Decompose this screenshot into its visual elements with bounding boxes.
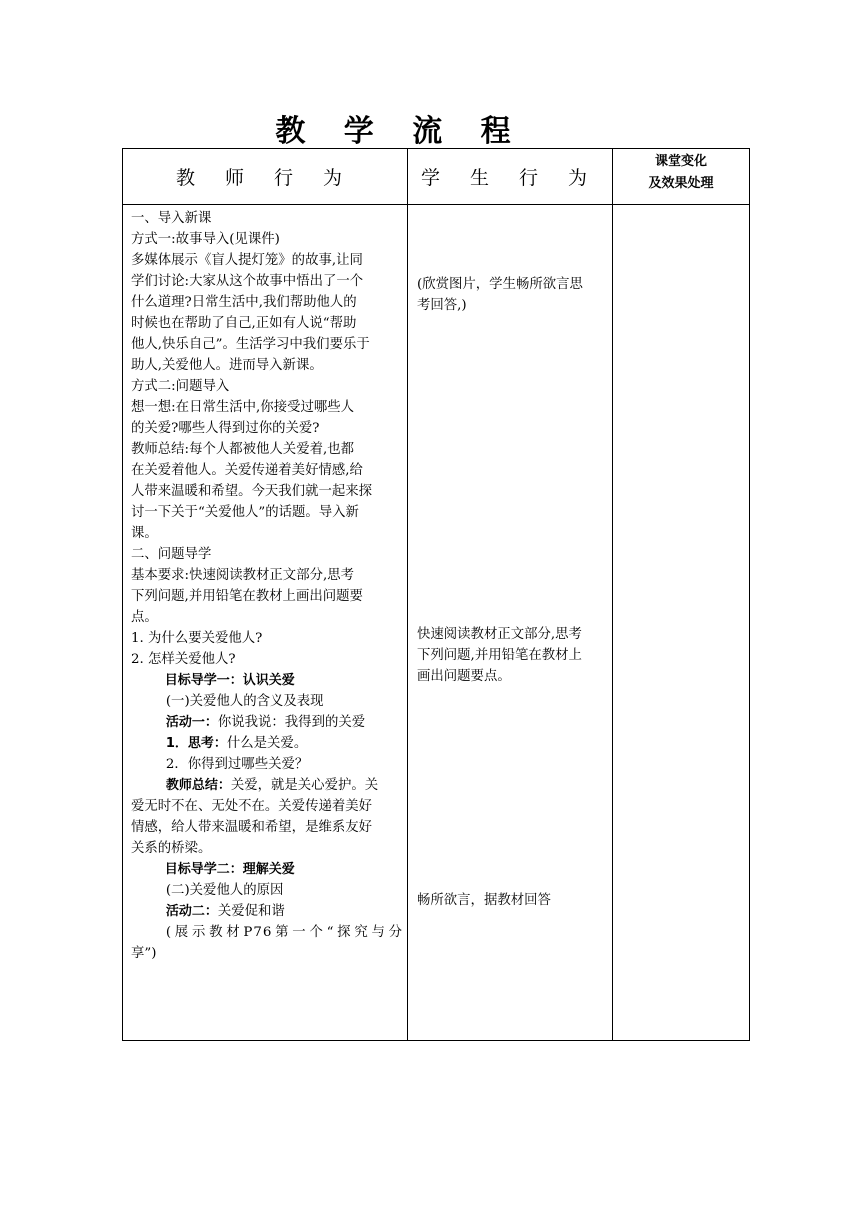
goal-heading: 目标导学二：理解关爱: [164, 862, 295, 877]
question-label: 1．思考：: [165, 736, 227, 751]
activity-text: 关爱促和谐: [217, 904, 285, 919]
teacher-line: 2. 怎样关爱他人?: [131, 652, 236, 667]
header-effect-line2: 及效果处理: [648, 175, 714, 191]
activity-line: [131, 712, 403, 733]
teacher-line: 1. 为什么要关爱他人?: [131, 631, 263, 646]
question-line: [131, 733, 403, 754]
column-divider: [612, 149, 613, 1040]
summary-line: 关系的桥梁。: [131, 841, 212, 856]
question-text: 什么是关爱。: [226, 736, 308, 751]
header-divider: [123, 204, 749, 205]
activity-label: 活动二：: [165, 904, 218, 919]
student-block-1: [417, 274, 607, 316]
teacher-line: 什么道理?日常生活中,我们帮助他人的: [131, 295, 357, 310]
student-line: 快速阅读教材正文部分,思考: [417, 627, 582, 642]
teacher-line: 时候也在帮助了自己,正如有人说“帮助: [131, 316, 357, 331]
teacher-line: 想一想:在日常生活中,你接受过哪些人: [131, 400, 355, 415]
student-line: (欣赏图片，学生畅所欲言思: [417, 277, 583, 292]
activity-line: [131, 901, 403, 922]
student-block-2: [417, 624, 607, 687]
student-line: 下列问题,并用铅笔在教材上: [417, 648, 582, 663]
summary-line: 情感，给人带来温暖和希望，是维系友好: [131, 820, 373, 835]
header-teacher: 教 师 行 为: [175, 167, 355, 189]
section-heading: (一)关爱他人的含义及表现: [165, 694, 324, 709]
column-divider: [407, 149, 408, 1040]
summary-line: 爱无时不在、无处不在。关爱传递着美好: [131, 799, 373, 814]
summary-line: [131, 775, 403, 796]
goal-heading: 目标导学一：认识关爱: [164, 673, 295, 688]
section-heading: (二)关爱他人的原因: [165, 883, 284, 898]
header-student: 学 生 行 为: [420, 167, 600, 189]
show-line: (展示教材P76第一个“探究与分: [165, 925, 403, 940]
teacher-line: 的关爱?哪些人得到过你的关爱?: [131, 421, 320, 436]
summary-text: 关爱，就是关心爱护。关: [230, 778, 379, 793]
teacher-line: 他人,快乐自己”。生活学习中我们要乐于: [131, 337, 370, 352]
teacher-line: 方式二:问题导入: [131, 379, 230, 394]
teacher-line: 课。: [131, 526, 158, 541]
teacher-line: 基本要求:快速阅读教材正文部分,思考: [131, 568, 355, 583]
teacher-line: 点。: [131, 610, 158, 625]
teacher-line: 讨一下关于“关爱他人”的话题。导入新: [131, 505, 359, 520]
student-line: 画出问题要点。: [417, 669, 511, 684]
teacher-line: 助人,关爱他人。进而导入新课。: [131, 358, 323, 373]
student-line: 考回答,): [417, 298, 467, 313]
header-effect: [613, 145, 749, 200]
teacher-line: 下列问题,并用铅笔在教材上画出问题要: [131, 589, 363, 604]
teacher-line: 方式一:故事导入(见课件): [131, 232, 280, 247]
question-line: 2．你得到过哪些关爱？: [165, 757, 309, 772]
teacher-line: 教师总结:每个人都被他人关爱着,也都: [131, 442, 355, 457]
teacher-column: [131, 208, 403, 964]
teacher-line: 人带来温暖和希望。今天我们就一起来探: [131, 484, 373, 499]
student-block-3: [417, 890, 607, 911]
activity-label: 活动一：: [165, 715, 218, 730]
activity-text: 你说我说：我得到的关爱: [217, 715, 366, 730]
teacher-line: 学们讨论:大家从这个故事中悟出了一个: [131, 274, 364, 289]
lesson-flow-table: [122, 148, 750, 1041]
student-line: 畅所欲言，据教材回答: [417, 893, 551, 908]
teacher-line: 多媒体展示《盲人提灯笼》的故事,让同: [131, 253, 363, 268]
page-title: 教 学 流 程: [275, 114, 525, 149]
teacher-line: 在关爱着他人。关爱传递着美好情感,给: [131, 463, 363, 478]
teacher-line: 二、问题导学: [131, 547, 212, 562]
header-effect-line1: 课堂变化: [654, 153, 707, 169]
teacher-line: 一、导入新课: [131, 211, 212, 226]
summary-label: 教师总结：: [165, 778, 231, 793]
show-line: 享”): [131, 946, 157, 961]
